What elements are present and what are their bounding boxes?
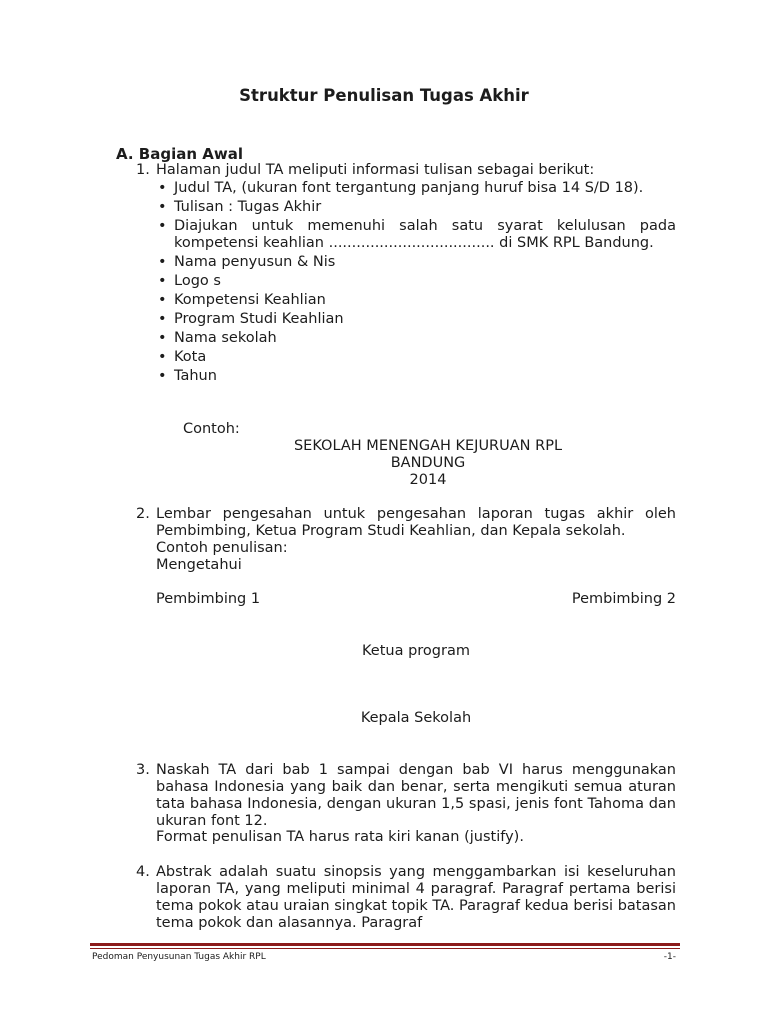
section-heading-bagian-awal: A. Bagian Awal xyxy=(116,145,243,163)
contoh-penulisan: Contoh penulisan: xyxy=(156,540,288,556)
footer-rule-thin xyxy=(90,948,680,949)
page-number: -1- xyxy=(663,952,676,962)
kepala-sekolah: Kepala Sekolah xyxy=(360,710,472,726)
list-item: • Kompetensi Keahlian xyxy=(158,292,326,308)
item-number: 1. xyxy=(136,162,150,178)
ketua-program: Ketua program xyxy=(362,643,470,659)
example-city: BANDUNG xyxy=(390,455,466,471)
item-text: Lembar pengesahan untuk pengesahan laporan tugas akhir oleh Pembimbing, Ketua Program Studi Keahlian, dan Kepala sekolah. xyxy=(156,506,676,539)
contoh-label: Contoh: xyxy=(183,421,240,437)
example-year: 2014 xyxy=(409,472,447,488)
item-text: Halaman judul TA meliputi informasi tulisan sebagai berikut: xyxy=(156,162,595,178)
list-item: • Logo s xyxy=(158,273,221,289)
bullet-list xyxy=(156,180,676,387)
item-number: 3. xyxy=(136,762,150,778)
list-item: • Nama sekolah xyxy=(158,330,277,346)
list-item: • Tahun xyxy=(158,368,217,384)
page-title: Struktur Penulisan Tugas Akhir xyxy=(239,86,529,105)
mengetahui-label: Mengetahui xyxy=(156,557,242,573)
item-number: 2. xyxy=(136,506,150,522)
item-number: 4. xyxy=(136,864,150,880)
footer-title: Pedoman Penyusunan Tugas Akhir RPL xyxy=(92,952,266,962)
footer-rule xyxy=(90,943,680,946)
item-text-justify: Format penulisan TA harus rata kiri kanan (justify). xyxy=(156,829,524,845)
pembimbing-1: Pembimbing 1 xyxy=(156,591,261,607)
item-text: Naskah TA dari bab 1 sampai dengan bab VI harus menggunakan bahasa Indonesia yang baik dan benar, serta mengikuti semua aturan tata bahasa Indonesia, dengan ukuran 1,5 spasi, jenis font Tahoma dan ukuran font 12. xyxy=(156,762,676,829)
list-item: • Tulisan : Tugas Akhir xyxy=(158,199,322,215)
list-item: • Judul TA, (ukuran font tergantung panjang huruf bisa 14 S/D 18). xyxy=(158,180,644,196)
pembimbing-2: Pembimbing 2 xyxy=(571,591,676,607)
list-item: • Diajukan untuk memenuhi salah satu syarat kelulusan pada kompetensi keahlian .................................... di SMK RPL Bandung. xyxy=(158,218,676,251)
list-item: • Kota xyxy=(158,349,207,365)
example-school: SEKOLAH MENENGAH KEJURUAN RPL xyxy=(293,438,563,454)
list-item: • Program Studi Keahlian xyxy=(158,311,344,327)
list-item: • Nama penyusun & Nis xyxy=(158,254,336,270)
item-text: Abstrak adalah suatu sinopsis yang menggambarkan isi keseluruhan laporan TA, yang meliputi minimal 4 paragraf. Paragraf pertama berisi tema pokok atau uraian singkat topik TA. Paragraf kedua berisi batasan tema pokok dan alasannya. Paragraf xyxy=(156,864,676,931)
